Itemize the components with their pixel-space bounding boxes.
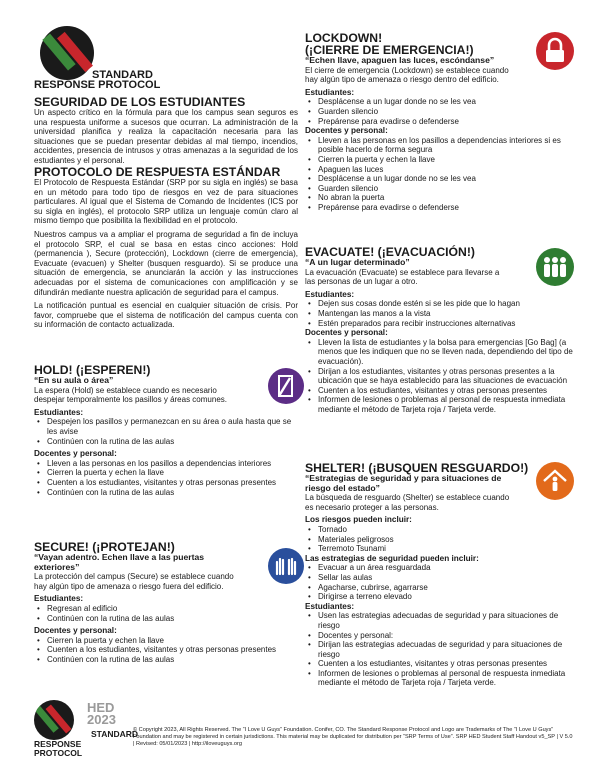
list-item: • Guarden silencio xyxy=(305,107,573,117)
list-item: • Docentes y personal: xyxy=(305,631,573,641)
list-item: • Cuenten a los estudiantes, visitantes y otras personas presentes xyxy=(305,659,573,669)
list-item: • Continúen con la rutina de las aulas xyxy=(34,614,298,624)
logo-text-response-protocol: RESPONSE PROTOCOL xyxy=(34,79,161,91)
list-item: • Prepárense para evadirse o defenderse xyxy=(305,203,573,213)
seguridad-title: SEGURIDAD DE LOS ESTUDIANTES xyxy=(34,95,246,109)
list-item: • Cuenten a los estudiantes, visitantes y otras personas presentes xyxy=(305,386,573,396)
hold-title: HOLD! (¡ESPEREN!) xyxy=(34,363,151,377)
list-item: • Tornado xyxy=(305,525,573,535)
lockdown-title-spanish: (¡CIERRE DE EMERGENCIA!) xyxy=(305,43,474,57)
lockdown-subtitle: “Echen llave, apaguen las luces, escóndanse” xyxy=(305,55,495,65)
list-item: • Desplácense a un lugar donde no se les vea xyxy=(305,97,573,107)
list-item: • Agacharse, cubrirse, agarrarse xyxy=(305,583,573,593)
list-item: • Continúen con la rutina de las aulas xyxy=(34,437,298,447)
secure-subtitle: “Vayan adentro. Echen llave a las puertas exteriores” xyxy=(34,552,205,572)
footer-logo-standard: STANDARD xyxy=(91,729,139,739)
list-item: • Apaguen las luces xyxy=(305,165,573,175)
list-item: • Terremoto Tsunami xyxy=(305,544,573,554)
hold-text: La espera (Hold) se establece cuando es necesario despejar temporalmente los pasillos y áreas comunes. xyxy=(34,385,227,405)
evacuate-title: EVACUATE! (¡EVACUACIÓN!) xyxy=(305,245,475,259)
section-seguridad xyxy=(34,96,298,166)
lockdown-staff-label: Docentes y personal: xyxy=(305,126,388,136)
hold-staff-list xyxy=(34,459,298,497)
list-item: • Cierren la puerta y echen la llave xyxy=(305,155,573,165)
evacuate-staff-list xyxy=(305,338,573,415)
padlock-icon xyxy=(536,32,574,70)
list-item: • Informen de lesiones o problemas al personal de respuesta inmediata mediante el método de Tarjeta roja / Tarjeta verde. xyxy=(305,395,573,414)
shelter-subtitle: “Estrategias de seguridad y para situaciones de riesgo del estado” xyxy=(305,473,502,493)
shelter-text: La búsqueda de resguardo (Shelter) se establece cuando es necesario proteger a las personas. xyxy=(305,493,510,512)
list-item: • Dirigirse a terreno elevado xyxy=(305,592,573,602)
list-item: • Lleven a las personas en los pasillos a dependencias interiores si es posible hacerlo de forma segura xyxy=(305,136,573,155)
list-item: • Continúen con la rutina de las aulas xyxy=(34,655,298,665)
list-item: • Cierren la puerta y echen la llave xyxy=(34,468,298,478)
list-item: • Despejen los pasillos y permanezcan en su área o aula hasta que se les avise xyxy=(34,417,298,436)
evacuate-staff-label: Docentes y personal: xyxy=(305,328,388,338)
seguridad-text: Un aspecto crítico en la fórmula para que los campus sean seguros es una respuesta uniforme a sucesos que ocurran. La administración de la universidad planifica y realiza la capacitación necesaria para las situaciones que se puedan presentar debidas al mal tiempo, incendios, accidentes, presencia de intrusos y otras amenazas a la seguridad de los estudiantes y el personal. xyxy=(34,108,298,165)
shelter-title: SHELTER! (¡BUSQUEN RESGUARDO!) xyxy=(305,461,529,475)
section-secure xyxy=(34,541,298,665)
section-evacuate xyxy=(305,246,573,415)
hold-students-list xyxy=(34,417,298,446)
list-item: • Desplácense a un lugar donde no se les vea xyxy=(305,174,573,184)
list-item: • Dejen sus cosas donde estén si se les pide que lo hagan xyxy=(305,299,525,309)
list-item: • Regresan al edificio xyxy=(34,604,298,614)
secure-students-label: Estudiantes: xyxy=(34,594,84,604)
door-icon xyxy=(268,368,304,404)
list-item: • Cierren la puerta y echen la llave xyxy=(34,636,298,646)
copyright-notice: © Copyright 2023, All Rights Reserved. The “I Love U Guys” Foundation. Conifer, CO. The Standard Response Protocol and Logo are Trademarks of The “I Love U Guys” Foundation and may be registered in certain jurisdictions. This material may be duplicated for distribution per “SRP Terms of Use”. SRP HED Student Staff Handout v5_SP | V 5.0 | Revised: 05/01/2023 | http://iloveuguys.org xyxy=(133,727,573,747)
list-item: • Continúen con la rutina de las aulas xyxy=(34,488,298,498)
shelter-strategies-label: Las estrategias de seguridad pueden incluir: xyxy=(305,553,479,563)
list-item: • Guarden silencio xyxy=(305,184,573,194)
protocolo-title: PROTOCOLO DE RESPUESTA ESTÁNDAR xyxy=(34,165,281,179)
lockdown-students-list xyxy=(305,97,573,126)
shelter-risks-list xyxy=(305,525,573,554)
footer-logo xyxy=(34,700,139,758)
evacuate-text: La evacuación (Evacuate) se establece para llevarse a las personas de un lugar a otro. xyxy=(305,267,500,287)
evacuate-students-list xyxy=(305,299,573,328)
section-shelter xyxy=(305,462,573,688)
group-icon xyxy=(536,248,574,286)
list-item: • Mantengan las manos a la vista xyxy=(305,309,573,319)
secure-staff-list xyxy=(34,636,298,665)
lockdown-text: El cierre de emergencia (Lockdown) se establece cuando hay algún tipo de amenaza o riesgo dentro del edificio. xyxy=(305,65,509,85)
secure-students-list xyxy=(34,604,298,623)
footer-logo-response-protocol: RESPONSE PROTOCOL xyxy=(34,739,83,758)
raised-hands-icon xyxy=(268,548,304,584)
section-hold xyxy=(34,364,298,497)
shelter-students-list xyxy=(305,611,573,688)
footer-hed: HED xyxy=(87,700,115,715)
lockdown-title: LOCKDOWN! xyxy=(305,31,383,45)
shelter-person-icon xyxy=(536,462,574,500)
footer-year: 2023 xyxy=(87,712,116,727)
list-item: • Cuenten a los estudiantes, visitantes y otras personas presentes xyxy=(34,478,298,488)
lockdown-students-label: Estudiantes: xyxy=(305,87,355,97)
section-lockdown xyxy=(305,32,573,213)
protocolo-p3: La notificación puntual es esencial en cualquier situación de crisis. Por favor, compruebe que el sistema de notificación del campus cuenta con su información de contacto actualizada. xyxy=(34,301,298,330)
list-item: • Usen las estrategias adecuadas de seguridad y para situaciones de riesgo xyxy=(305,611,573,630)
secure-title: SECURE! (¡PROTEJAN!) xyxy=(34,540,175,554)
list-item: • Lleven a las personas en los pasillos a dependencias interiores xyxy=(34,459,298,469)
shelter-students-label: Estudiantes: xyxy=(305,601,355,611)
list-item: • Lleven la lista de estudiantes y la bolsa para emergencias [Go Bag] (a menos que les indiquen que no se lleven nada, dependiendo del tipo de evacuación). xyxy=(305,338,573,367)
secure-staff-label: Docentes y personal: xyxy=(34,626,117,636)
list-item: • No abran la puerta xyxy=(305,193,573,203)
list-item: • Evacuar a un área resguardada xyxy=(305,563,573,573)
shelter-strategies-list xyxy=(305,563,573,601)
srp-logo xyxy=(34,26,164,92)
logo-text-standard: STANDARD xyxy=(92,69,153,81)
list-item: • Sellar las aulas xyxy=(305,573,573,583)
srp-logo-mark xyxy=(40,26,94,80)
list-item: • Informen de lesiones o problemas al personal de respuesta inmediata mediante el método de Tarjeta roja / Tarjeta verde. xyxy=(305,669,573,688)
list-item: • Materiales peligrosos xyxy=(305,535,573,545)
section-protocolo xyxy=(34,166,298,330)
evacuate-subtitle: “A un lugar determinado” xyxy=(305,257,410,267)
list-item: • Cuenten a los estudiantes, visitantes y otras personas presentes xyxy=(34,645,298,655)
shelter-risks-label: Los riesgos pueden incluir: xyxy=(305,515,412,525)
hold-staff-label: Docentes y personal: xyxy=(34,449,117,459)
protocolo-p2: Nuestros campus va a ampliar el programa de seguridad a fin de incluya el protocolo SRP, el cual se basa en estas cinco acciones: Hold (permanencia ), Secure (protección), Lockdown (cierre de emergencia), Evacuate (evacuen) y Shelter (busquen resguardo). Si se produce una situación de emergencia, se anunciarán la acción y las instrucciones adecuadas por el sistema de comunicaciones con amplificación y se difundirán mediante nuestra aplicación de seguridad para el campus. xyxy=(34,229,298,297)
hold-students-label: Estudiantes: xyxy=(34,407,84,417)
secure-text: La protección del campus (Secure) se establece cuando hay algún tipo de amenaza o riesgo fuera del edificio. xyxy=(34,572,234,591)
hold-subtitle: “En su aula o área” xyxy=(34,375,114,385)
list-item: • Dirijan las estrategias adecuadas de seguridad y para situaciones de riesgo xyxy=(305,640,573,659)
lockdown-staff-list xyxy=(305,136,573,213)
list-item: • Dirijan a los estudiantes, visitantes y otras personas presentes a la ubicación que se haya establecido para las situaciones de evacuación xyxy=(305,367,573,386)
srp-footer-logo-mark xyxy=(34,700,74,740)
list-item: • Estén preparados para recibir instrucciones alternativas xyxy=(305,319,573,329)
list-item: • Prepárense para evadirse o defenderse xyxy=(305,117,573,127)
protocolo-p1: El Protocolo de Respuesta Estándar (SRP por su sigla en inglés) se basa en un método para todo tipo de riesgos en vez de para situaciones particulares. Al igual que el Sistema de Comando de Incidentes (ICS por su sigla en inglés), el protocolo SRP utiliza un lenguaje común claro al mismo tiempo que posibilita la flexibilidad en el protocolo. xyxy=(34,178,298,226)
evacuate-students-label: Estudiantes: xyxy=(305,289,355,299)
